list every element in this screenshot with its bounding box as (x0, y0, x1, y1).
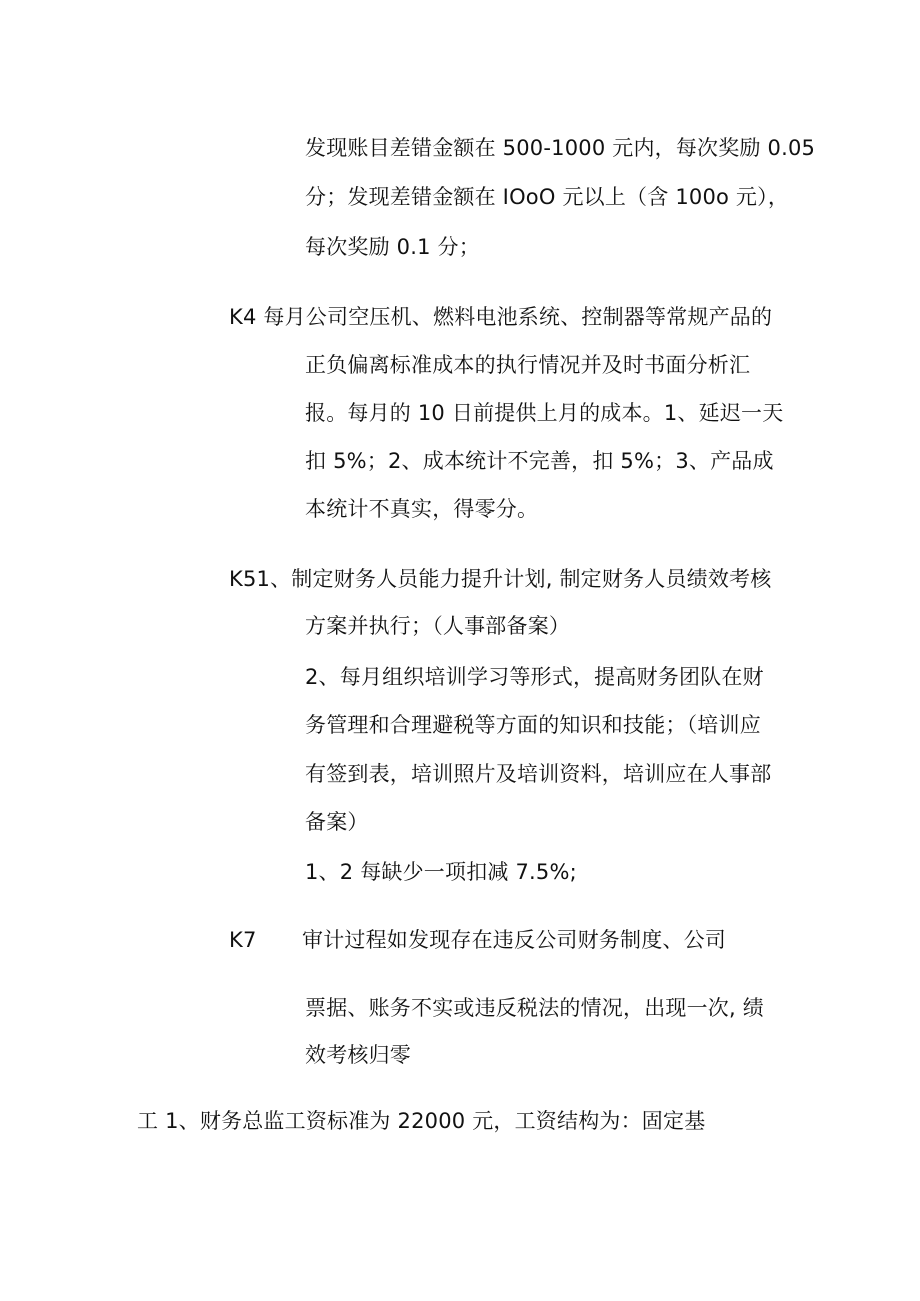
k7-line-1: 审计过程如发现存在违反公司财务制度、公司 (302, 928, 726, 952)
k51-line-7: 1、2 每缺少一项扣减 7.5%; (305, 860, 577, 884)
salary-line-1: 工 1、财务总监工资标准为 22000 元，工资结构为：固定基 (137, 1109, 706, 1133)
k3-line-2: 分；发现差错金额在 IOoO 元以上（含 100o 元）， (305, 185, 790, 209)
k4-line-5: 本统计不真实，得零分。 (305, 497, 539, 521)
k4-line-3: 报。每月的 10 日前提供上月的成本。1、延迟一天 (305, 401, 784, 425)
k3-line-3: 每次奖励 0.1 分； (305, 235, 480, 259)
k7-line-2: 票据、账务不实或违反税法的情况，出现一次, 绩 (305, 996, 764, 1020)
k51-line-5: 有签到表，培训照片及培训资料，培训应在人事部 (305, 762, 772, 786)
k51-line-2: 方案并执行；（人事部备案） (305, 614, 571, 638)
k51-line-4: 务管理和合理避税等方面的知识和技能；（培训应 (305, 713, 761, 737)
k4-line-1: K4 每月公司空压机、燃料电池系统、控制器等常规产品的 (229, 305, 773, 329)
k4-line-4: 扣 5%；2、成本统计不完善，扣 5%；3、产品成 (305, 449, 774, 473)
k7-code: K7 (229, 928, 257, 952)
k51-line-1: K51、制定财务人员能力提升计划, 制定财务人员绩效考核 (229, 567, 772, 591)
k4-line-2: 正负偏离标准成本的执行情况并及时书面分析汇 (305, 353, 751, 377)
k3-line-1: 发现账目差错金额在 500-1000 元内，每次奖励 0.05 (305, 136, 816, 160)
k51-line-6: 备案） (305, 810, 369, 834)
k51-line-3: 2、每月组织培训学习等形式，提高财务团队在财 (305, 665, 764, 689)
k7-line-3: 效考核归零 (305, 1043, 411, 1067)
